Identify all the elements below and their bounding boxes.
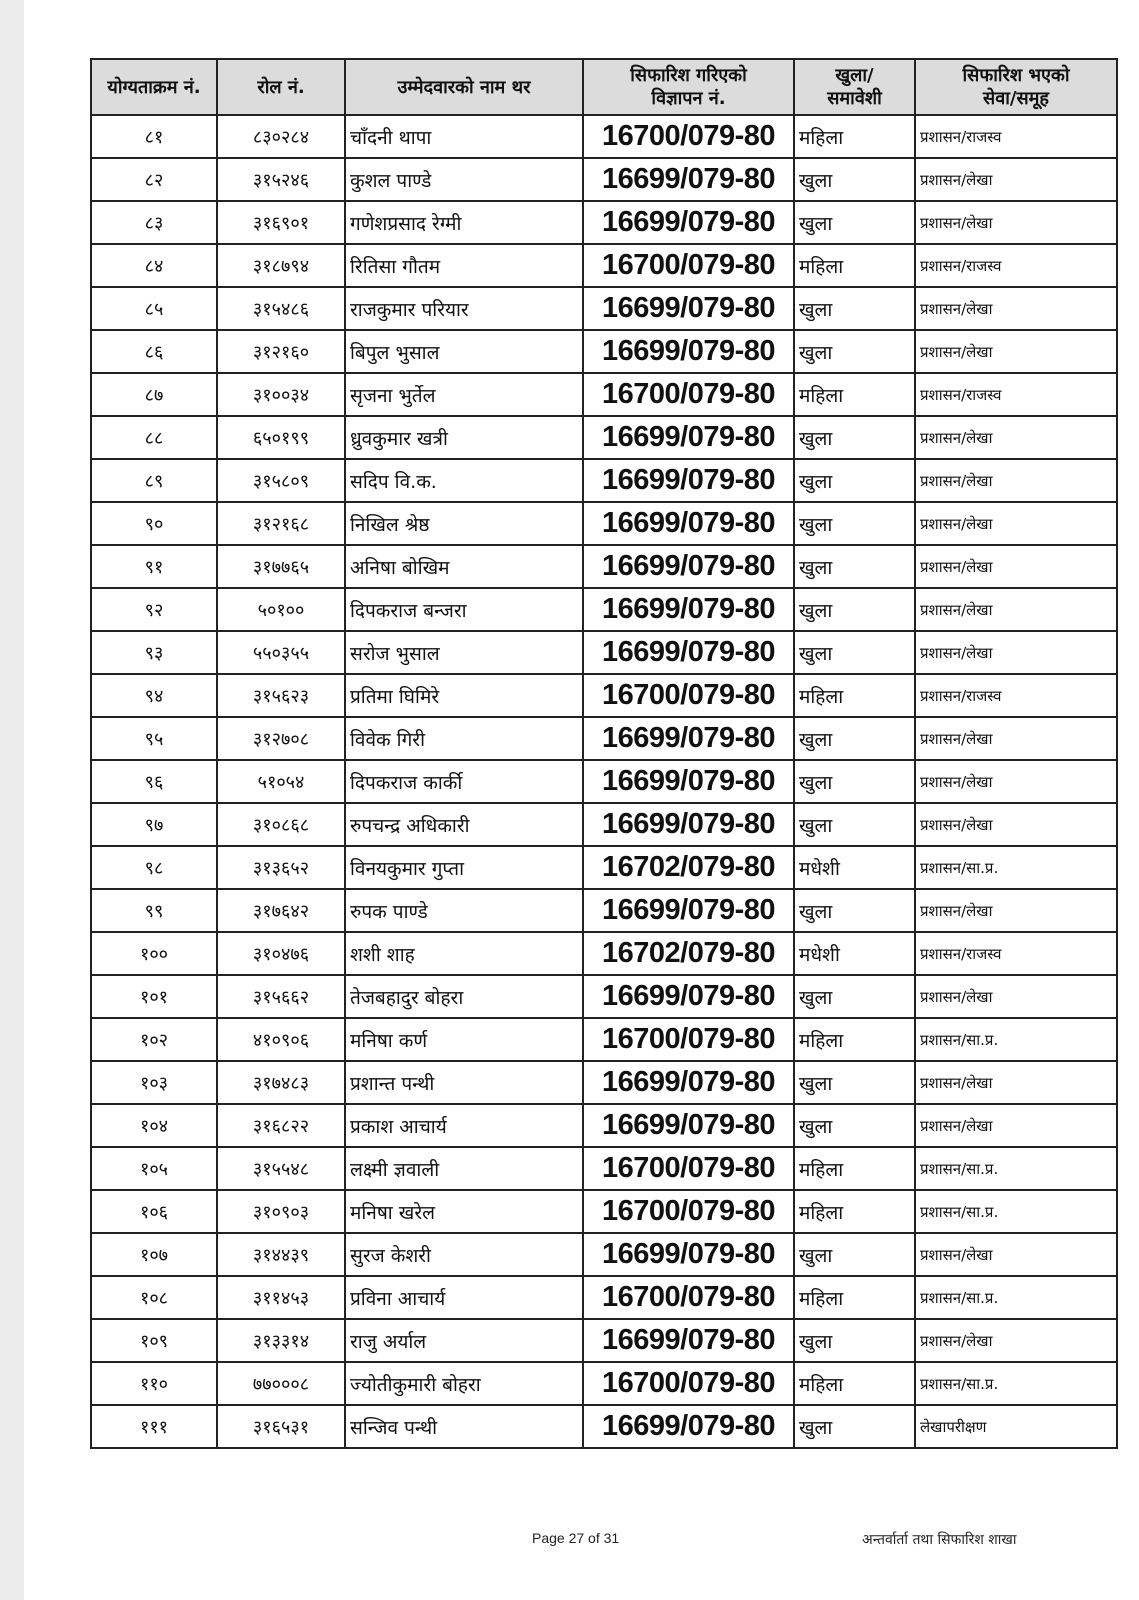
rank-cell: १०५	[91, 1147, 217, 1190]
roll-cell: ३१५५४८	[217, 1147, 345, 1190]
rank-cell: ९७	[91, 803, 217, 846]
roll-cell: ३१७६४२	[217, 889, 345, 932]
name-cell: विनयकुमार गुप्ता	[345, 846, 583, 889]
service-cell: प्रशासन/राजस्व	[915, 932, 1117, 975]
category-cell: महिला	[794, 115, 915, 158]
table-row	[91, 502, 1117, 545]
section-name: अन्तर्वार्ता तथा सिफारिश शाखा	[862, 1532, 1017, 1548]
category-cell: खुला	[794, 416, 915, 459]
table-row	[91, 1018, 1117, 1061]
header-roll: रोल नं.	[217, 59, 345, 115]
roll-cell: ३१३३१४	[217, 1319, 345, 1362]
service-cell: प्रशासन/सा.प्र.	[915, 1018, 1117, 1061]
table-row	[91, 1190, 1117, 1233]
rank-cell: १०१	[91, 975, 217, 1018]
name-cell: निखिल श्रेष्ठ	[345, 502, 583, 545]
table-row	[91, 631, 1117, 674]
rank-cell: १०८	[91, 1276, 217, 1319]
rank-cell: १०६	[91, 1190, 217, 1233]
table-row	[91, 287, 1117, 330]
name-cell: प्रकाश आचार्य	[345, 1104, 583, 1147]
name-cell: दिपकराज कार्की	[345, 760, 583, 803]
roll-cell: ३१५४८६	[217, 287, 345, 330]
roll-cell: ३१७७६५	[217, 545, 345, 588]
advert-cell: 16699/079-80	[583, 1061, 794, 1104]
category-cell: खुला	[794, 201, 915, 244]
advert-cell: 16699/079-80	[583, 287, 794, 330]
advert-cell: 16699/079-80	[583, 158, 794, 201]
name-cell: गणेशप्रसाद रेग्मी	[345, 201, 583, 244]
rank-cell: ९६	[91, 760, 217, 803]
header-category	[794, 59, 915, 115]
name-cell: प्रतिमा घिमिरे	[345, 674, 583, 717]
name-cell: मनिषा कर्ण	[345, 1018, 583, 1061]
advert-cell: 16699/079-80	[583, 889, 794, 932]
table-row	[91, 545, 1117, 588]
rank-cell: ९८	[91, 846, 217, 889]
rank-cell: १०४	[91, 1104, 217, 1147]
category-cell: मधेशी	[794, 932, 915, 975]
service-cell: प्रशासन/राजस्व	[915, 115, 1117, 158]
roll-cell: ३१०४७६	[217, 932, 345, 975]
advert-cell: 16700/079-80	[583, 1276, 794, 1319]
name-cell: दिपकराज बन्जरा	[345, 588, 583, 631]
service-cell: प्रशासन/लेखा	[915, 631, 1117, 674]
roll-cell: ४१०९०६	[217, 1018, 345, 1061]
category-cell: खुला	[794, 760, 915, 803]
category-cell: महिला	[794, 1362, 915, 1405]
table-row	[91, 588, 1117, 631]
rank-cell: १००	[91, 932, 217, 975]
category-cell: खुला	[794, 1405, 915, 1448]
roll-cell: ५०१००	[217, 588, 345, 631]
roll-cell: ३१३६५२	[217, 846, 345, 889]
service-cell: प्रशासन/लेखा	[915, 1319, 1117, 1362]
header-advert-line1: सिफारिश गरिएको	[630, 65, 747, 86]
header-advert-line2: विज्ञापन नं.	[651, 88, 726, 109]
name-cell: सरोज भुसाल	[345, 631, 583, 674]
name-cell: लक्ष्मी ज्ञवाली	[345, 1147, 583, 1190]
advert-cell: 16700/079-80	[583, 674, 794, 717]
advert-cell: 16700/079-80	[583, 1190, 794, 1233]
table-row	[91, 416, 1117, 459]
table-row	[91, 1061, 1117, 1104]
table-row	[91, 244, 1117, 287]
advert-cell: 16699/079-80	[583, 803, 794, 846]
service-cell: प्रशासन/लेखा	[915, 1061, 1117, 1104]
category-cell: खुला	[794, 717, 915, 760]
table-row	[91, 1147, 1117, 1190]
advert-cell: 16700/079-80	[583, 115, 794, 158]
name-cell: प्रविना आचार्य	[345, 1276, 583, 1319]
name-cell: रितिसा गौतम	[345, 244, 583, 287]
table-row	[91, 932, 1117, 975]
name-cell: प्रशान्त पन्थी	[345, 1061, 583, 1104]
category-cell: महिला	[794, 373, 915, 416]
advert-cell: 16699/079-80	[583, 1233, 794, 1276]
roll-cell: ५१०५४	[217, 760, 345, 803]
category-cell: महिला	[794, 674, 915, 717]
service-cell: प्रशासन/लेखा	[915, 287, 1117, 330]
header-advert	[583, 59, 794, 115]
table-row	[91, 158, 1117, 201]
category-cell: खुला	[794, 631, 915, 674]
rank-cell: ९१	[91, 545, 217, 588]
name-cell: राजकुमार परियार	[345, 287, 583, 330]
service-cell: प्रशासन/लेखा	[915, 975, 1117, 1018]
category-cell: खुला	[794, 330, 915, 373]
rank-cell: ९०	[91, 502, 217, 545]
service-cell: प्रशासन/लेखा	[915, 158, 1117, 201]
service-cell: प्रशासन/सा.प्र.	[915, 1190, 1117, 1233]
table-row	[91, 760, 1117, 803]
table-row	[91, 459, 1117, 502]
advert-cell: 16699/079-80	[583, 416, 794, 459]
roll-cell: ३१२१६८	[217, 502, 345, 545]
results-table	[90, 58, 1118, 1449]
advert-cell: 16699/079-80	[583, 459, 794, 502]
advert-cell: 16700/079-80	[583, 1147, 794, 1190]
service-cell: प्रशासन/लेखा	[915, 889, 1117, 932]
roll-cell: ५५०३५५	[217, 631, 345, 674]
advert-cell: 16700/079-80	[583, 1018, 794, 1061]
category-cell: खुला	[794, 803, 915, 846]
advert-cell: 16699/079-80	[583, 1405, 794, 1448]
service-cell: प्रशासन/लेखा	[915, 717, 1117, 760]
table-row	[91, 846, 1117, 889]
table-row	[91, 115, 1117, 158]
service-cell: प्रशासन/लेखा	[915, 459, 1117, 502]
rank-cell: ९४	[91, 674, 217, 717]
rank-cell: ८९	[91, 459, 217, 502]
header-service	[915, 59, 1117, 115]
rank-cell: १०७	[91, 1233, 217, 1276]
table-row	[91, 674, 1117, 717]
roll-cell: ३१२१६०	[217, 330, 345, 373]
header-service-line1: सिफारिश भएको	[962, 65, 1070, 86]
table-row	[91, 1405, 1117, 1448]
advert-cell: 16699/079-80	[583, 975, 794, 1018]
name-cell: सन्जिव पन्थी	[345, 1405, 583, 1448]
category-cell: खुला	[794, 1104, 915, 1147]
service-cell: प्रशासन/राजस्व	[915, 674, 1117, 717]
advert-cell: 16699/079-80	[583, 330, 794, 373]
roll-cell: ७७०००८	[217, 1362, 345, 1405]
roll-cell: ३१६९०१	[217, 201, 345, 244]
roll-cell: ६५०१९९	[217, 416, 345, 459]
category-cell: खुला	[794, 1061, 915, 1104]
roll-cell: ३१००३४	[217, 373, 345, 416]
advert-cell: 16699/079-80	[583, 545, 794, 588]
roll-cell: ३१५८०९	[217, 459, 345, 502]
rank-cell: ८५	[91, 287, 217, 330]
name-cell: सुरज केशरी	[345, 1233, 583, 1276]
rank-cell: ९३	[91, 631, 217, 674]
rank-cell: ८१	[91, 115, 217, 158]
header-rank: योग्यताक्रम नं.	[91, 59, 217, 115]
service-cell: प्रशासन/लेखा	[915, 803, 1117, 846]
service-cell: प्रशासन/लेखा	[915, 760, 1117, 803]
rank-cell: ८७	[91, 373, 217, 416]
table-header-row	[91, 59, 1117, 115]
roll-cell: ३१८७९४	[217, 244, 345, 287]
service-cell: प्रशासन/लेखा	[915, 330, 1117, 373]
service-cell: लेखापरीक्षण	[915, 1405, 1117, 1448]
rank-cell: ९५	[91, 717, 217, 760]
category-cell: खुला	[794, 545, 915, 588]
name-cell: अनिषा बोखिम	[345, 545, 583, 588]
advert-cell: 16699/079-80	[583, 717, 794, 760]
table-row	[91, 1362, 1117, 1405]
service-cell: प्रशासन/लेखा	[915, 416, 1117, 459]
rank-cell: ८२	[91, 158, 217, 201]
service-cell: प्रशासन/सा.प्र.	[915, 1276, 1117, 1319]
category-cell: खुला	[794, 1319, 915, 1362]
rank-cell: ८६	[91, 330, 217, 373]
rank-cell: ८८	[91, 416, 217, 459]
category-cell: महिला	[794, 1147, 915, 1190]
advert-cell: 16702/079-80	[583, 846, 794, 889]
table-row	[91, 1233, 1117, 1276]
advert-cell: 16702/079-80	[583, 932, 794, 975]
name-cell: तेजबहादुर बोहरा	[345, 975, 583, 1018]
table-row	[91, 330, 1117, 373]
table-row	[91, 889, 1117, 932]
name-cell: राजु अर्याल	[345, 1319, 583, 1362]
roll-cell: ३१७४८३	[217, 1061, 345, 1104]
rank-cell: १०९	[91, 1319, 217, 1362]
name-cell: बिपुल भुसाल	[345, 330, 583, 373]
rank-cell: ९२	[91, 588, 217, 631]
table-row	[91, 1104, 1117, 1147]
category-cell: महिला	[794, 1190, 915, 1233]
header-category-line2: समावेशी	[827, 88, 882, 109]
category-cell: खुला	[794, 459, 915, 502]
roll-cell: ३१५२४६	[217, 158, 345, 201]
roll-cell: ३१४४३९	[217, 1233, 345, 1276]
rank-cell: १११	[91, 1405, 217, 1448]
advert-cell: 16699/079-80	[583, 631, 794, 674]
category-cell: खुला	[794, 158, 915, 201]
category-cell: खुला	[794, 889, 915, 932]
header-category-line1: खुला/	[835, 65, 874, 86]
table-row	[91, 803, 1117, 846]
rank-cell: ८४	[91, 244, 217, 287]
table-row	[91, 201, 1117, 244]
table-row	[91, 1319, 1117, 1362]
service-cell: प्रशासन/राजस्व	[915, 373, 1117, 416]
name-cell: चाँदनी थापा	[345, 115, 583, 158]
service-cell: प्रशासन/लेखा	[915, 588, 1117, 631]
roll-cell: ३१६८२२	[217, 1104, 345, 1147]
advert-cell: 16700/079-80	[583, 1362, 794, 1405]
name-cell: कुशल पाण्डे	[345, 158, 583, 201]
name-cell: सृजना भुर्तेल	[345, 373, 583, 416]
service-cell: प्रशासन/राजस्व	[915, 244, 1117, 287]
name-cell: शशी शाह	[345, 932, 583, 975]
name-cell: विवेक गिरी	[345, 717, 583, 760]
table-body	[91, 115, 1117, 1448]
name-cell: ध्रुवकुमार खत्री	[345, 416, 583, 459]
category-cell: महिला	[794, 244, 915, 287]
service-cell: प्रशासन/लेखा	[915, 1233, 1117, 1276]
roll-cell: ८३०२८४	[217, 115, 345, 158]
rank-cell: १०२	[91, 1018, 217, 1061]
category-cell: खुला	[794, 502, 915, 545]
rank-cell: ९९	[91, 889, 217, 932]
advert-cell: 16699/079-80	[583, 1104, 794, 1147]
name-cell: रुपक पाण्डे	[345, 889, 583, 932]
roll-cell: ३१५६२३	[217, 674, 345, 717]
header-service-line2: सेवा/समूह	[983, 88, 1049, 109]
rank-cell: ८३	[91, 201, 217, 244]
table-row	[91, 373, 1117, 416]
name-cell: सदिप वि.क.	[345, 459, 583, 502]
advert-cell: 16699/079-80	[583, 502, 794, 545]
category-cell: खुला	[794, 287, 915, 330]
service-cell: प्रशासन/लेखा	[915, 1104, 1117, 1147]
rank-cell: ११०	[91, 1362, 217, 1405]
advert-cell: 16699/079-80	[583, 1319, 794, 1362]
advert-cell: 16699/079-80	[583, 588, 794, 631]
roll-cell: ३१५६६२	[217, 975, 345, 1018]
page-number: Page 27 of 31	[532, 1530, 620, 1546]
category-cell: महिला	[794, 1276, 915, 1319]
header-name: उम्मेदवारको नाम थर	[345, 59, 583, 115]
service-cell: प्रशासन/सा.प्र.	[915, 1147, 1117, 1190]
category-cell: मधेशी	[794, 846, 915, 889]
advert-cell: 16700/079-80	[583, 244, 794, 287]
name-cell: मनिषा खरेल	[345, 1190, 583, 1233]
category-cell: खुला	[794, 588, 915, 631]
advert-cell: 16699/079-80	[583, 760, 794, 803]
service-cell: प्रशासन/लेखा	[915, 502, 1117, 545]
service-cell: प्रशासन/सा.प्र.	[915, 1362, 1117, 1405]
table-row	[91, 1276, 1117, 1319]
rank-cell: १०३	[91, 1061, 217, 1104]
category-cell: खुला	[794, 975, 915, 1018]
table-row	[91, 975, 1117, 1018]
category-cell: महिला	[794, 1018, 915, 1061]
table-row	[91, 717, 1117, 760]
roll-cell: ३१६५३१	[217, 1405, 345, 1448]
roll-cell: ३११४५३	[217, 1276, 345, 1319]
service-cell: प्रशासन/लेखा	[915, 201, 1117, 244]
service-cell: प्रशासन/लेखा	[915, 545, 1117, 588]
category-cell: खुला	[794, 1233, 915, 1276]
roll-cell: ३१०९०३	[217, 1190, 345, 1233]
roll-cell: ३१२७०८	[217, 717, 345, 760]
service-cell: प्रशासन/सा.प्र.	[915, 846, 1117, 889]
roll-cell: ३१०८६८	[217, 803, 345, 846]
name-cell: रुपचन्द्र अधिकारी	[345, 803, 583, 846]
name-cell: ज्योतीकुमारी बोहरा	[345, 1362, 583, 1405]
advert-cell: 16700/079-80	[583, 373, 794, 416]
advert-cell: 16699/079-80	[583, 201, 794, 244]
